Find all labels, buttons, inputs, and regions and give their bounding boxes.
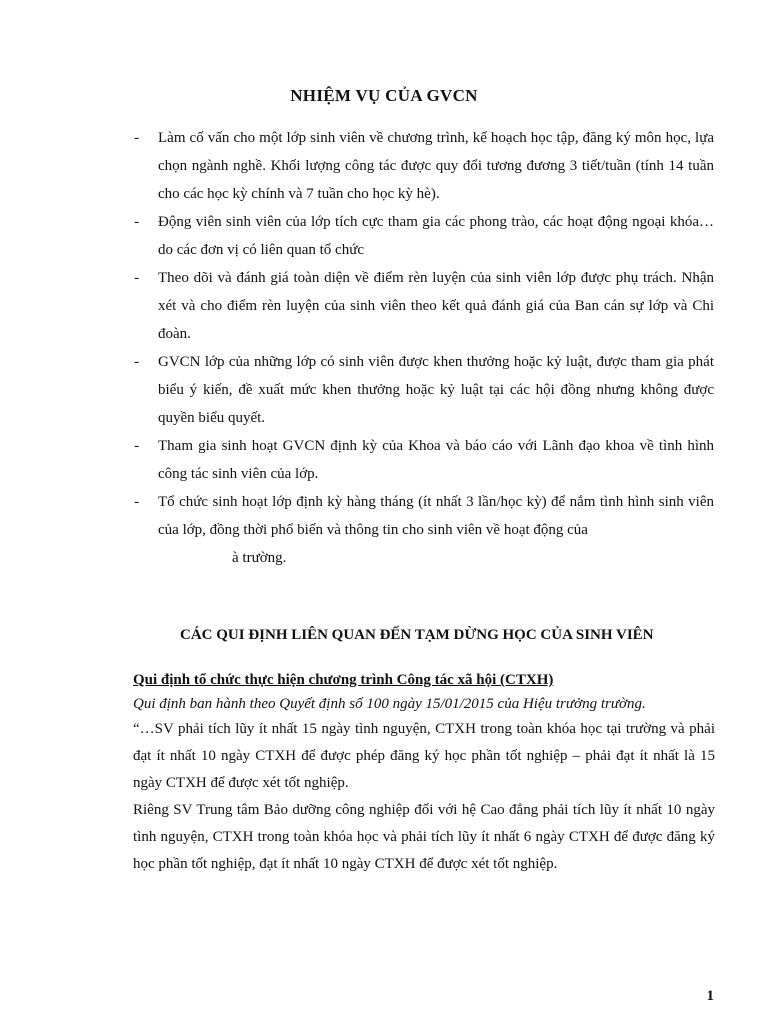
list-item [136, 432, 714, 488]
list-item [136, 208, 714, 264]
duty-text-tail: à trường. [232, 550, 287, 566]
bullet-dash: - [134, 130, 139, 146]
page-title: NHIỆM VỤ CỦA GVCN [290, 86, 478, 105]
duty-text: Làm cố vấn cho một lớp sinh viên về chương trình, kế hoạch học tập, đăng ký môn học, lựa chọn ngành nghề. Khối lượng công tác được quy đổi tương đương 3 tiết/tuần (tính 14 tuần cho các học kỳ chính và 7 tuần cho học kỳ hè). [158, 130, 714, 202]
rule-decision: Qui định ban hành theo Quyết định số 100 ngày 15/01/2015 của Hiệu trưởng trường. [133, 696, 646, 712]
list-item [136, 264, 714, 348]
page-number: 1 [706, 988, 714, 1004]
duty-text: GVCN lớp của những lớp có sinh viên được khen thưởng hoặc kỷ luật, được tham gia phát biểu ý kiến, đề xuất mức khen thưởng hoặc kỷ luật tại các hội đồng nhưng không được quyền biểu quyết. [158, 354, 714, 426]
rule-paragraph: “…SV phải tích lũy ít nhất 15 ngày tình nguyện, CTXH trong toàn khóa học tại trường và phải đạt ít nhất 10 ngày CTXH để được phép đăng ký học phần tốt nghiệp – phải đạt ít nhất là 15 ngày CTXH để được xét tốt nghiệp. [133, 721, 715, 791]
rule-paragraph: Riêng SV Trung tâm Bảo dưỡng công nghiệp đối với hệ Cao đẳng phải tích lũy ít nhất 10 ngày tình nguyện, CTXH trong toàn khóa học và phải tích lũy ít nhất 6 ngày CTXH để được đăng ký học phần tốt nghiệp, đạt ít nhất 10 ngày CTXH để được xét tốt nghiệp. [133, 802, 715, 872]
section-title: CÁC QUI ĐỊNH LIÊN QUAN ĐẾN TẠM DỪNG HỌC CỦA SINH VIÊN [180, 627, 654, 643]
duty-text: Theo dõi và đánh giá toàn diện về điểm rèn luyện của sinh viên lớp được phụ trách. Nhận xét và cho điểm rèn luyện của sinh viên theo kết quả đánh giá của Ban cán sự lớp và Chi đoàn. [158, 270, 714, 342]
duty-text: Tổ chức sinh hoạt lớp định kỳ hàng tháng (ít nhất 3 lần/học kỳ) để nắm tình hình sinh viên của lớp, đồng thời phổ biến và thông tin cho sinh viên về hoạt động của [158, 494, 714, 538]
rule-heading: Qui định tổ chức thực hiện chương trình Công tác xã hội (CTXH) [133, 672, 554, 688]
duty-text: Động viên sinh viên của lớp tích cực tham gia các phong trào, các hoạt động ngoại khóa… do các đơn vị có liên quan tổ chức [158, 214, 714, 258]
duties-list [136, 124, 714, 572]
list-item [136, 488, 714, 572]
bullet-dash: - [134, 494, 139, 510]
ctxh-rules [133, 668, 715, 878]
list-item [136, 124, 714, 208]
bullet-dash: - [134, 270, 139, 286]
list-item [136, 348, 714, 432]
duty-text: Tham gia sinh hoạt GVCN định kỳ của Khoa và báo cáo với Lãnh đạo khoa về tình hình công tác sinh viên của lớp. [158, 438, 714, 482]
bullet-dash: - [134, 438, 139, 454]
bullet-dash: - [134, 354, 139, 370]
bullet-dash: - [134, 214, 139, 230]
